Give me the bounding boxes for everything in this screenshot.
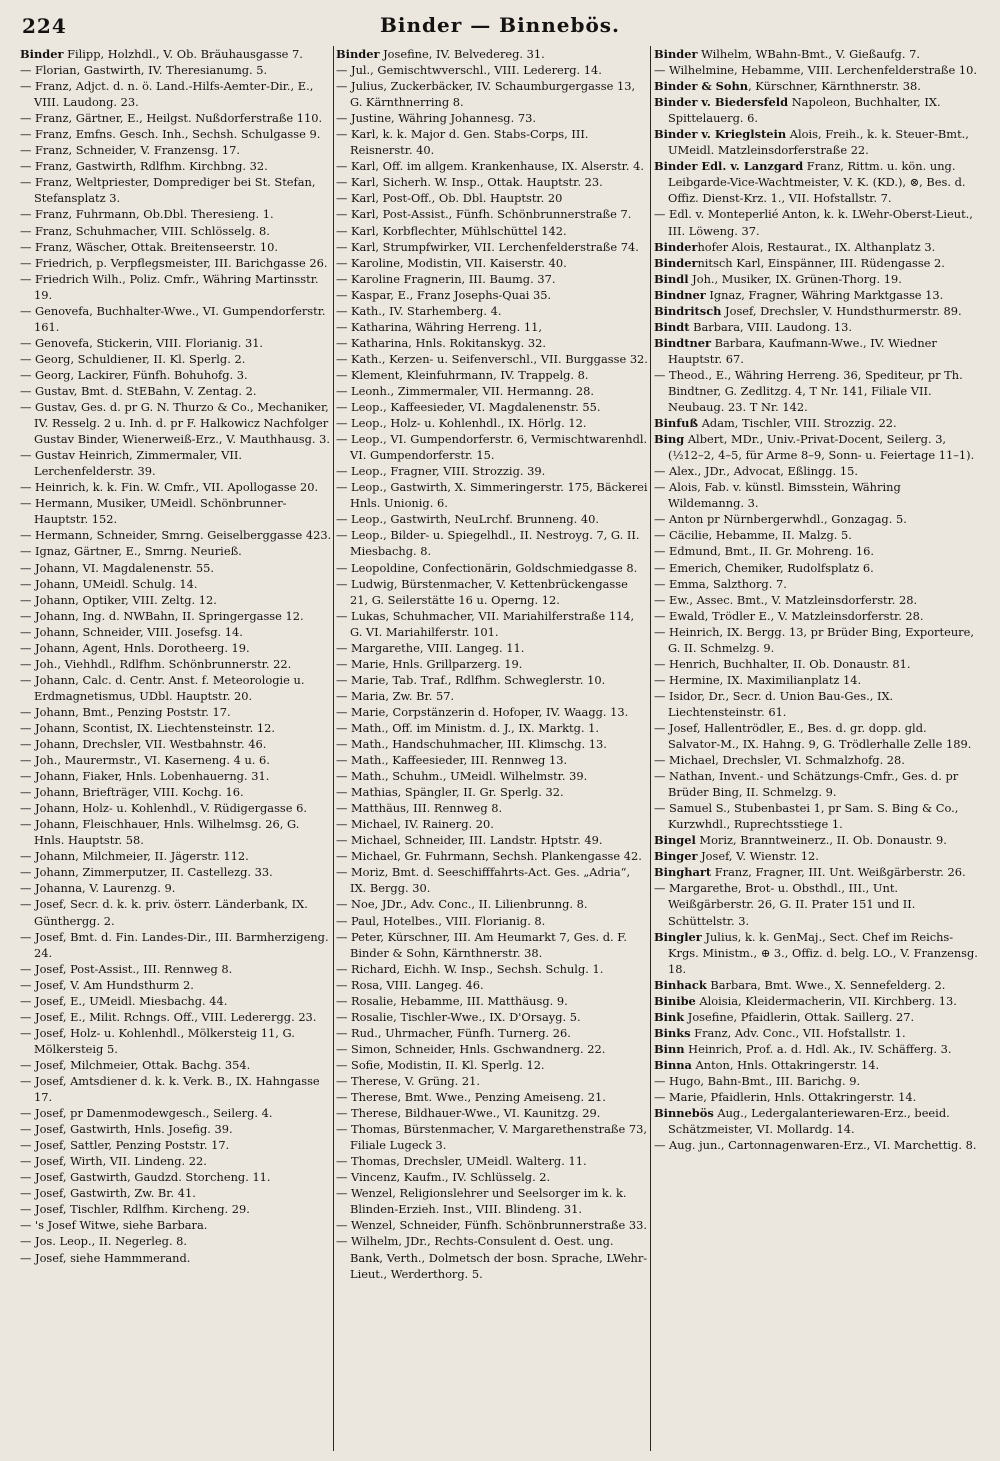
directory-entry: — Leop., VI. Gumpendorferstr. 6, Vermischtwarenhdl. VI. Gumpendorferstr. 15. (336, 432, 648, 463)
directory-entry: — Josef, Gastwirth, Gaudzd. Storcheng. 11. (20, 1170, 271, 1185)
directory-entry: — Cäcilie, Hebamme, II. Malzg. 5. (654, 528, 852, 543)
directory-entry: — Johann, VI. Magdalenenstr. 55. (20, 560, 215, 575)
directory-entry: — Kath., Kerzen- u. Seifenverschl., VII. Burggasse 32. (336, 351, 648, 366)
directory-entry: — Simon, Schneider, Hnls. Gschwandnerg. 22. (336, 1041, 606, 1056)
directory-entry: — Rosalie, Hebamme, III. Matthäusg. 9. (336, 993, 568, 1008)
directory-entry: Binghart Franz, Fragner, III. Unt. Weißgärberstr. 26. (654, 865, 966, 880)
directory-entry: — Noe, JDr., Adv. Conc., II. Lilienbrunng. 8. (336, 897, 588, 912)
directory-entry: — Josef, Secr. d. k. k. priv. österr. Länderbank, IX. Günthergg. 2. (20, 897, 308, 928)
directory-entry: Binhack Barbara, Bmt. Wwe., X. Sennefelderg. 2. (654, 977, 946, 992)
directory-entry: — Friedrich, p. Verpflegsmeister, III. Barichgasse 26. (20, 255, 328, 270)
directory-entry: — Leop., Bilder- u. Spiegelhdl., II. Nestroyg. 7, G. II. Miesbachg. 8. (336, 528, 640, 559)
directory-entry: — Franz, Wäscher, Ottak. Breitenseerstr. 10. (20, 239, 278, 254)
directory-entry: — Johann, Optiker, VIII. Zeltg. 12. (20, 592, 217, 607)
directory-entry: Binder v. Krieglstein Alois, Freih., k. k. Steuer-Bmt., UMeidl. Matzleinsdorferstraße 22. (654, 127, 969, 158)
directory-entry: — Johann, Holz- u. Kohlenhdl., V. Rüdigergasse 6. (20, 801, 308, 816)
directory-entry: — Josef, E., UMeidl. Miesbachg. 44. (20, 993, 228, 1008)
directory-entry: Binger Josef, V. Wienstr. 12. (654, 849, 819, 864)
directory-entry: Binibe Aloisia, Kleidermacherin, VII. Kirchberg. 13. (654, 993, 957, 1008)
directory-entry: — Hermann, Schneider, Smrng. Geiselberggasse 423. (20, 528, 332, 543)
directory-entry: Bing Albert, MDr., Univ.-Privat-Docent, Seilerg. 3, (½12–2, 4–5, für Arme 8–9, Sonn- u. Feiertage 11–1). (654, 432, 975, 463)
directory-entry: Bindner Ignaz, Fragner, Währing Marktgasse 13. (654, 287, 944, 302)
directory-entry: — Wilhelmine, Hebamme, VIII. Lerchenfelderstraße 10. (654, 63, 977, 78)
directory-entry: — Wilhelm, JDr., Rechts-Consulent d. Oest. ung. Bank, Verth., Dolmetsch der bosn. Sprache, LWehr-Lieut., Werderthorg. 5. (336, 1234, 648, 1281)
column-2 (336, 46, 648, 1456)
directory-entry: — Vincenz, Kaufm., IV. Schlüsselg. 2. (336, 1170, 551, 1185)
directory-entry: — Franz, Schneider, V. Franzensg. 17. (20, 143, 240, 158)
directory-entry: Bingler Julius, k. k. GenMaj., Sect. Chef im Reichs-Krgs. Ministm., ⊕ 3., Offiz. d. belg. LO., V. Franzensg. 18. (654, 929, 978, 976)
directory-entry: — Georg, Lackirer, Fünfh. Bohuhofg. 3. (20, 367, 248, 382)
directory-entry: — Anton pr Nürnbergerwhdl., Gonzagag. 5. (654, 512, 907, 527)
directory-entry: — Josef, Holz- u. Kohlenhdl., Mölkersteig 11, G. Mölkersteig 5. (20, 1025, 295, 1056)
directory-entry: — Michael, IV. Rainerg. 20. (336, 817, 494, 832)
directory-entry: — Alois, Fab. v. künstl. Bimsstein, Währing Wildemanng. 3. (654, 480, 901, 511)
directory-entry: — Ewald, Trödler E., V. Matzleinsdorferstr. 28. (654, 608, 924, 623)
directory-entry: — Franz, Emfns. Gesch. Inh., Sechsh. Schulgasse 9. (20, 127, 321, 142)
directory-entry: — Samuel S., Stubenbastei 1, pr Sam. S. Bing & Co., Kurzwhdl., Ruprechtsstiege 1. (654, 801, 959, 832)
directory-entry: — Math., Handschuhmacher, III. Klimschg. 13. (336, 737, 607, 752)
directory-entry: — Mathias, Spängler, II. Gr. Sperlg. 32. (336, 785, 564, 800)
directory-entry: — Leonh., Zimmermaler, VII. Hermanng. 28. (336, 383, 594, 398)
directory-entry: Bindt Barbara, VIII. Laudong. 13. (654, 319, 853, 334)
directory-entry: — Leop., Gastwirth, X. Simmeringerstr. 175, Bäckerei Hnls. Unionig. 6. (336, 480, 648, 511)
directory-entry: — Josef, Hallentrödler, E., Bes. d. gr. dopp. gld. Salvator-M., IX. Hahng. 9, G. Trödlerhalle Zelle 189. (654, 720, 972, 752)
directory-entry: — Leop., Kaffeesieder, VI. Magdalenenstr. 55. (336, 400, 601, 415)
directory-entry: — Therese, Bmt. Wwe., Penzing Ameiseng. 21. (336, 1090, 606, 1105)
directory-columns (0, 46, 1000, 1456)
directory-entry: — Paul, Hotelbes., VIII. Florianig. 8. (336, 913, 546, 928)
directory-entry: — Kath., IV. Starhemberg. 4. (336, 303, 502, 318)
directory-entry: — Hugo, Bahn-Bmt., III. Barichg. 9. (654, 1074, 861, 1088)
running-title: Binder — Binnebös. (379, 13, 621, 37)
directory-entry: — Alex., JDr., Advocat, Eßlingg. 15. (654, 464, 858, 479)
directory-entry: — Genovefa, Stickerin, VIII. Florianig. 31. (20, 335, 264, 350)
directory-entry: — Ludwig, Bürstenmacher, V. Kettenbrückengasse 21, G. Seilerstätte 16 u. Operng. 12. (336, 576, 628, 607)
directory-entry: — Marie, Tab. Traf., Rdlfhm. Schweglerstr. 10. (336, 672, 606, 687)
directory-entry: Binder v. Biedersfeld Napoleon, Buchhalter, IX. Spittelauerg. 6. (654, 95, 941, 126)
page-header (0, 0, 1000, 46)
directory-entry: — Wenzel, Religionslehrer und Seelsorger im k. k. Blinden-Erzieh. Inst., VIII. Blindeng. 31. (336, 1186, 627, 1217)
column-1 (20, 46, 332, 1456)
directory-entry: — Johann, Fleischhauer, Hnls. Wilhelmsg. 26, G. Hnls. Hauptstr. 58. (20, 817, 300, 848)
directory-entry: Binks Franz, Adv. Conc., VII. Hofstallstr. 1. (654, 1025, 906, 1040)
directory-entry: — Lukas, Schuhmacher, VII. Mariahilferstraße 114, G. VI. Mariahilferstr. 101. (336, 608, 635, 639)
directory-entry: — Theod., E., Währing Herreng. 36, Spediteur, pr Th. Bindtner, G. Zedlitzg. 4, T Nr. 141, Filiale VII. Neubaug. 23. T Nr. 142. (654, 367, 963, 415)
directory-entry: — 's Josef Witwe, siehe Barbara. (20, 1218, 208, 1233)
directory-entry: — Michael, Schneider, III. Landstr. Hptstr. 49. (336, 833, 603, 848)
directory-entry: — Rud., Uhrmacher, Fünfh. Turnerg. 26. (336, 1025, 571, 1040)
directory-entry: Bink Josefine, Pfaidlerin, Ottak. Saillerg. 27. (654, 1009, 915, 1024)
directory-entry: — Friedrich Wilh., Poliz. Cmfr., Währing Martinsstr. 19. (20, 271, 319, 302)
directory-entry: — Florian, Gastwirth, IV. Theresianumg. 5. (20, 63, 268, 78)
directory-entry: Bingel Moriz, Branntweinerz., II. Ob. Donaustr. 9. (654, 833, 947, 848)
directory-entry: — Margarethe, Brot- u. Obsthdl., III., Unt. Weißgärberstr. 26, G. II. Prater 151 und II. Schüttelstr. 3. (654, 881, 916, 928)
directory-entry: — Gustav, Ges. d. pr G. N. Thurzo & Co., Mechaniker, IV. Resselg. 2 u. Inh. d. pr F. Halkowicz Nachfolger Gustav Binder, Wienerweiß-Erz., V. Mauthhausg. 3. (20, 400, 331, 447)
directory-entry: — Heinrich, IX. Bergg. 13, pr Brüder Bing, Exporteure, G. II. Schmelzg. 9. (654, 624, 974, 655)
directory-entry: — Georg, Schuldiener, II. Kl. Sperlg. 2. (20, 351, 246, 366)
directory-entry: — Katharina, Hnls. Rokitanskyg. 32. (336, 335, 546, 350)
directory-entry: — Josef, Milchmeier, Ottak. Bachg. 354. (20, 1057, 251, 1072)
directory-entry: — Isidor, Dr., Secr. d. Union Bau-Ges., IX. Liechtensteinstr. 61. (654, 688, 894, 719)
directory-entry: — Aug. jun., Cartonnagenwaren-Erz., VI. Marchettig. 8. (654, 1138, 977, 1153)
directory-entry: — Hermann, Musiker, UMeidl. Schönbrunner-Hauptstr. 152. (20, 496, 287, 527)
directory-entry: — Rosa, VIII. Langeg. 46. (336, 977, 484, 992)
directory-entry: — Leop., Fragner, VIII. Strozzig. 39. (336, 464, 546, 479)
directory-entry: — Sofie, Modistin, II. Kl. Sperlg. 12. (336, 1057, 545, 1072)
directory-entry: — Johann, UMeidl. Schulg. 14. (20, 576, 198, 591)
directory-entry: — Johann, Milchmeier, II. Jägerstr. 112. (20, 849, 249, 864)
directory-entry: — Michael, Drechsler, VI. Schmalzhofg. 28. (654, 753, 905, 768)
directory-entry: — Richard, Eichh. W. Insp., Sechsh. Schulg. 1. (336, 961, 604, 976)
directory-entry: — Klement, Kleinfuhrmann, IV. Trappelg. 8. (336, 367, 589, 382)
directory-entry: — Josef, Wirth, VII. Lindeng. 22. (20, 1154, 207, 1169)
directory-entry: — Johann, Drechsler, VII. Westbahnstr. 46. (20, 737, 267, 752)
directory-entry: — Matthäus, III. Rennweg 8. (336, 801, 503, 816)
directory-entry: Binder & Sohn, Kürschner, Kärnthnerstr. 38. (654, 79, 921, 94)
directory-entry: — Nathan, Invent.- und Schätzungs-Cmfr., Ges. d. pr Brüder Bing, II. Schmelzg. 9. (654, 769, 959, 800)
directory-entry: — Johann, Briefträger, VIII. Kochg. 16. (20, 785, 244, 800)
directory-entry: — Leopoldine, Confectionärin, Goldschmiedgasse 8. (336, 560, 638, 575)
directory-entry: — Josef, Sattler, Penzing Poststr. 17. (20, 1138, 230, 1153)
directory-entry: — Ew., Assec. Bmt., V. Matzleinsdorferstr. 28. (654, 592, 918, 607)
directory-entry: — Therese, V. Grüng. 21. (336, 1074, 481, 1088)
directory-entry: — Marie, Pfaidlerin, Hnls. Ottakringerstr. 14. (654, 1090, 917, 1105)
directory-entry: — Franz, Adjct. d. n. ö. Land.-Hilfs-Aemter-Dir., E., VIII. Laudong. 23. (20, 79, 314, 110)
directory-entry: — Henrich, Buchhalter, II. Ob. Donaustr. 81. (654, 656, 911, 671)
directory-entry: Bindl Joh., Musiker, IX. Grünen-Thorg. 19. (654, 271, 902, 286)
directory-entry: — Johann, Scontist, IX. Liechtensteinstr. 12. (20, 720, 276, 735)
directory-entry: — Josef, pr Damenmodewgesch., Seilerg. 4. (20, 1106, 273, 1121)
directory-entry: — Julius, Zuckerbäcker, IV. Schaumburgergasse 13, G. Kärnthnerring 8. (336, 79, 636, 110)
directory-entry: — Hermine, IX. Maximilianplatz 14. (654, 672, 862, 687)
directory-entry: — Michael, Gr. Fuhrmann, Sechsh. Plankengasse 42. (336, 849, 642, 864)
directory-entry: — Karl, Post-Off., Ob. Dbl. Hauptstr. 20 (336, 191, 563, 206)
directory-entry: Binna Anton, Hnls. Ottakringerstr. 14. (654, 1057, 880, 1072)
directory-entry: — Math., Schuhm., UMeidl. Wilhelmstr. 39. (336, 769, 588, 784)
directory-entry: — Margarethe, VIII. Langeg. 11. (336, 640, 525, 655)
directory-entry: — Karl, k. k. Major d. Gen. Stabs-Corps, III. Reisnerstr. 40. (336, 127, 589, 158)
directory-entry: Binder Wilhelm, WBahn-Bmt., V. Gießaufg. 7. (654, 47, 920, 61)
directory-entry: — Edmund, Bmt., II. Gr. Mohreng. 16. (654, 544, 875, 559)
directory-entry: — Josef, Gastwirth, Zw. Br. 41. (20, 1186, 196, 1201)
directory-entry: — Karl, Sicherh. W. Insp., Ottak. Hauptstr. 23. (336, 175, 603, 190)
directory-entry: — Joh., Viehhdl., Rdlfhm. Schönbrunnerstr. 22. (20, 656, 292, 671)
directory-entry: — Josef, Post-Assist., III. Rennweg 8. (20, 961, 233, 976)
directory-entry: — Franz, Schuhmacher, VIII. Schlösselg. 8. (20, 223, 270, 238)
directory-entry: — Johann, Ing. d. NWBahn, II. Springergasse 12. (20, 608, 304, 623)
directory-entry: — Josef, E., Milit. Rchngs. Off., VIII. Lederergg. 23. (20, 1009, 317, 1024)
directory-entry: Bindernitsch Karl, Einspänner, III. Rüdengasse 2. (654, 255, 945, 270)
directory-entry: Binder Josefine, IV. Belvedereg. 31. (336, 47, 545, 61)
directory-entry: — Karl, Off. im allgem. Krankenhause, IX. Alserstr. 4. (336, 159, 644, 174)
directory-entry: — Joh., Maurermstr., VI. Kaserneng. 4 u. 6. (20, 753, 270, 768)
page-number: 224 (22, 14, 67, 38)
directory-entry: — Johann, Calc. d. Centr. Anst. f. Meteorologie u. Erdmagnetismus, UDbl. Hauptstr. 20. (20, 672, 305, 703)
directory-entry: — Math., Kaffeesieder, III. Rennweg 13. (336, 753, 568, 768)
directory-entry: — Katharina, Währing Herreng. 11, (336, 319, 542, 334)
directory-entry: — Franz, Fuhrmann, Ob.Dbl. Theresieng. 1. (20, 207, 274, 222)
directory-entry: — Josef, Gastwirth, Hnls. Josefig. 39. (20, 1122, 233, 1137)
directory-entry: — Johanna, V. Laurenzg. 9. (20, 881, 176, 896)
directory-entry: — Leop., Holz- u. Kohlenhdl., IX. Hörlg. 12. (336, 416, 587, 431)
directory-entry: — Kaspar, E., Franz Josephs-Quai 35. (336, 287, 552, 302)
directory-entry: Binder Edl. v. Lanzgard Franz, Rittm. u. kön. ung. Leibgarde-Vice-Wachtmeister, V. K. (KD.), ⊗, Bes. d. Offiz. Dienst-Krz. 1., VII. Hofstallstr. 7. (654, 159, 966, 206)
directory-entry: Binder Filipp, Holzhdl., V. Ob. Bräuhausgasse 7. (20, 47, 303, 61)
directory-entry: — Wenzel, Schneider, Fünfh. Schönbrunnerstraße 33. (336, 1218, 647, 1233)
directory-entry: — Johann, Bmt., Penzing Poststr. 17. (20, 704, 231, 719)
directory-entry: Bindtner Barbara, Kaufmann-Wwe., IV. Wiedner Hauptstr. 67. (654, 335, 937, 366)
directory-entry: — Josef, Tischler, Rdlfhm. Kircheng. 29. (20, 1202, 250, 1217)
directory-entry: — Ignaz, Gärtner, E., Smrng. Neurieß. (20, 544, 242, 559)
directory-entry: Binderhofer Alois, Restaurat., IX. Althanplatz 3. (654, 239, 936, 254)
directory-entry: — Peter, Kürschner, III. Am Heumarkt 7, Ges. d. F. Binder & Sohn, Kärnthnerstr. 38. (336, 929, 628, 960)
directory-entry: — Franz, Gastwirth, Rdlfhm. Kirchbng. 32. (20, 159, 268, 174)
directory-entry: — Karl, Post-Assist., Fünfh. Schönbrunnerstraße 7. (336, 207, 632, 222)
directory-entry: — Moriz, Bmt. d. Seeschifffahrts-Act. Ges. „Adria“, IX. Bergg. 30. (336, 865, 631, 896)
directory-entry: — Franz, Gärtner, E., Heilgst. Nußdorferstraße 110. (20, 111, 323, 126)
directory-entry: — Emma, Salzthorg. 7. (654, 576, 787, 591)
directory-entry: — Johann, Schneider, VIII. Josefsg. 14. (20, 624, 243, 639)
directory-entry: Binnebös Aug., Ledergalanteriewaren-Erz., beeid. Schätzmeister, VI. Mollardg. 14. (654, 1106, 950, 1137)
directory-entry: — Josef, Amtsdiener d. k. k. Verk. B., IX. Hahngasse 17. (20, 1074, 320, 1105)
directory-entry: Binfuß Adam, Tischler, VIII. Strozzig. 22. (654, 416, 897, 431)
directory-entry: — Johann, Zimmerputzer, II. Castellezg. 33. (20, 865, 273, 880)
directory-entry: — Edl. v. Monteperlié Anton, k. k. LWehr-Oberst-Lieut., III. Löweng. 37. (654, 207, 973, 238)
directory-entry: — Rosalie, Tischler-Wwe., IX. D'Orsayg. 5. (336, 1009, 581, 1024)
directory-entry: — Maria, Zw. Br. 57. (336, 688, 455, 703)
directory-entry: — Leop., Gastwirth, NeuLrchf. Brunneng. 40. (336, 512, 600, 527)
directory-entry: — Karoline Fragnerin, III. Baumg. 37. (336, 271, 556, 286)
directory-entry: — Heinrich, k. k. Fin. W. Cmfr., VII. Apollogasse 20. (20, 480, 319, 495)
directory-entry: — Karoline, Modistin, VII. Kaiserstr. 40. (336, 255, 567, 270)
directory-entry: — Karl, Strumpfwirker, VII. Lerchenfelderstraße 74. (336, 239, 639, 254)
directory-entry: — Johann, Agent, Hnls. Dorotheerg. 19. (20, 640, 250, 655)
directory-entry: — Thomas, Drechsler, UMeidl. Walterg. 11. (336, 1154, 587, 1169)
directory-entry: — Marie, Hnls. Grillparzerg. 19. (336, 656, 523, 671)
directory-entry: Bindritsch Josef, Drechsler, V. Hundsthurmerstr. 89. (654, 303, 962, 318)
directory-entry: — Josef, siehe Hammmerand. (20, 1250, 191, 1265)
directory-entry: — Justine, Währing Johannesg. 73. (336, 111, 536, 126)
directory-entry: — Karl, Korbflechter, Mühlschüttel 142. (336, 223, 567, 238)
directory-entry: — Josef, Bmt. d. Fin. Landes-Dir., III. Barmherzigeng. 24. (20, 929, 329, 960)
directory-entry: Binn Heinrich, Prof. a. d. Hdl. Ak., IV. Schäfferg. 3. (654, 1041, 952, 1056)
directory-entry: — Thomas, Bürstenmacher, V. Margarethenstraße 73, Filiale Lugeck 3. (336, 1122, 647, 1153)
directory-entry: — Emerich, Chemiker, Rudolfsplatz 6. (654, 560, 874, 575)
directory-entry: — Jos. Leop., II. Negerleg. 8. (20, 1234, 188, 1249)
column-3 (654, 46, 980, 1456)
directory-entry: — Josef, V. Am Hundsthurm 2. (20, 977, 194, 992)
directory-entry: — Jul., Gemischtwverschl., VIII. Ledererg. 14. (336, 63, 602, 78)
directory-entry: — Gustav, Bmt. d. StEBahn, V. Zentag. 2. (20, 383, 257, 398)
directory-entry: — Genovefa, Buchhalter-Wwe., VI. Gumpendorferstr. 161. (20, 303, 326, 334)
directory-entry: — Therese, Bildhauer-Wwe., VI. Kaunitzg. 29. (336, 1106, 601, 1121)
directory-entry: — Marie, Corpstänzerin d. Hofoper, IV. Waagg. 13. (336, 704, 629, 719)
directory-entry: — Johann, Fiaker, Hnls. Lobenhauerng. 31. (20, 769, 270, 784)
directory-entry: — Gustav Heinrich, Zimmermaler, VII. Lerchenfelderstr. 39. (20, 448, 243, 479)
directory-entry: — Math., Off. im Ministm. d. J., IX. Marktg. 1. (336, 720, 600, 735)
directory-entry: — Franz, Weltpriester, Domprediger bei St. Stefan, Stefansplatz 3. (20, 175, 316, 206)
